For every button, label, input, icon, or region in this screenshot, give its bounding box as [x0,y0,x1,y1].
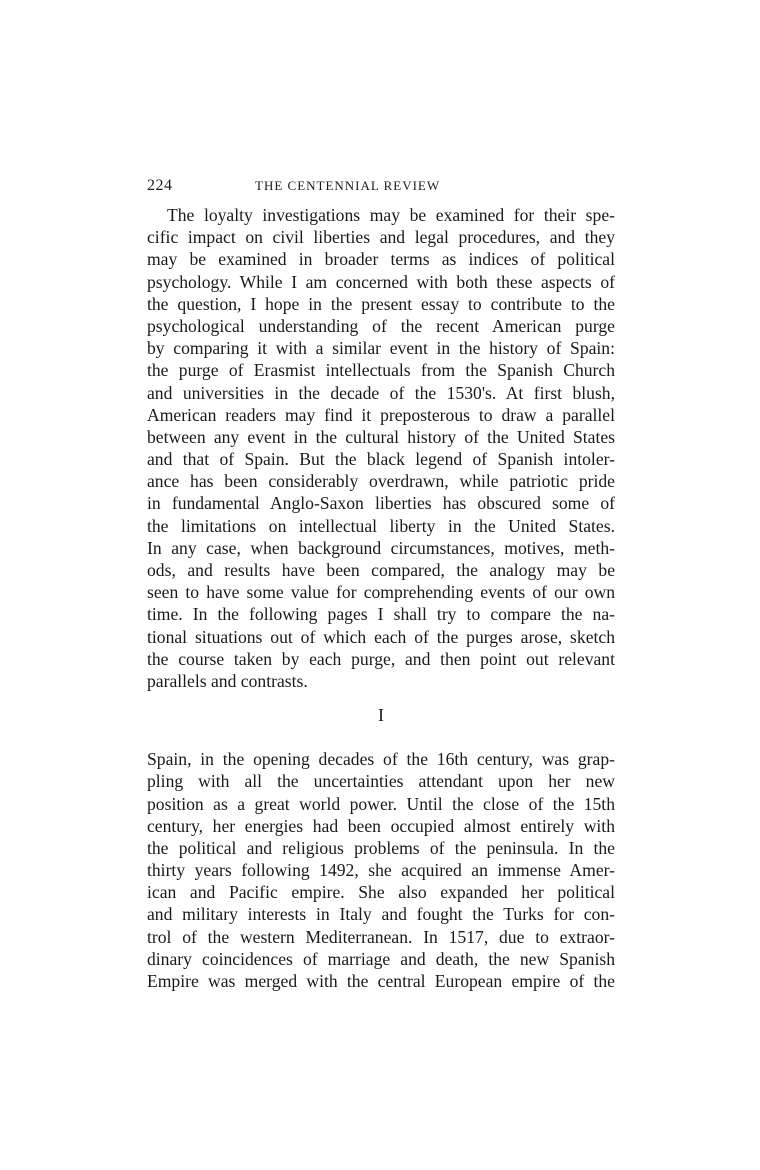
text-line: the purge of Erasmist intellectuals from the Spanish Church [147,360,615,381]
text-line: ods, and results have been compared, the analogy may be [147,560,615,580]
text-line: American readers may find it preposterous to draw a parallel [147,404,615,425]
text-line: the question, I hope in the present essay to contribute to the [147,293,615,314]
text-line: cific impact on civil liberties and legal procedures, and they [147,227,615,248]
text-line: The loyalty investigations may be examined for their spe- [167,205,615,225]
intro-paragraph [147,204,615,692]
section-paragraph [147,748,615,992]
text-line: trol of the western Mediterranean. In 1517, due to extraor- [147,926,615,947]
text-line: and universities in the decade of the 1530's. At first blush, [147,382,615,403]
text-line: Spain, in the opening decades of the 16th century, was grap- [147,749,615,770]
text-line: psychology. While I am concerned with both these aspects of [147,271,615,292]
text-line: ican and Pacific empire. She also expanded her political [147,882,615,903]
text-line: parallels and contrasts. [147,670,308,691]
text-line: may be examined in broader terms as indices of political [147,249,615,270]
running-head [147,176,615,202]
text-line: the limitations on intellectual liberty in the United States. [147,515,615,536]
book-page [147,176,615,992]
text-line: seen to have some value for comprehending events of our own [147,582,615,603]
text-line: between any event in the cultural history of the United States [147,426,615,447]
section-heading: I [378,705,384,726]
text-line: the political and religious problems of the peninsula. In the [147,837,615,858]
text-line: by comparing it with a similar event in the history of Spain: [147,338,615,359]
text-line: thirty years following 1492, she acquired an immense Amer- [147,860,615,881]
text-line: and that of Spain. But the black legend of Spanish intoler- [147,449,615,470]
text-line: ance has been considerably overdrawn, while patriotic pride [147,471,615,492]
text-line: century, her energies had been occupied almost entirely with [147,815,615,836]
text-line: tional situations out of which each of the purges arose, sketch [147,626,615,647]
text-line: in fundamental Anglo-Saxon liberties has obscured some of [147,493,615,514]
text-line: Empire was merged with the central European empire of the [147,971,615,991]
text-line: and military interests in Italy and fought the Turks for con- [147,904,615,925]
text-line: time. In the following pages I shall try to compare the na- [147,604,615,625]
journal-title: THE CENTENNIAL REVIEW [255,178,441,193]
text-line: pling with all the uncertainties attendant upon her new [147,771,615,792]
page-number: 224 [147,177,173,194]
text-line: the course taken by each purge, and then point out relevant [147,648,615,669]
text-line: position as a great world power. Until the close of the 15th [147,793,615,814]
text-line: dinary coincidences of marriage and death, the new Spanish [147,948,615,969]
text-line: psychological understanding of the recent American purge [147,315,615,336]
text-line: In any case, when background circumstances, motives, meth- [147,537,615,558]
